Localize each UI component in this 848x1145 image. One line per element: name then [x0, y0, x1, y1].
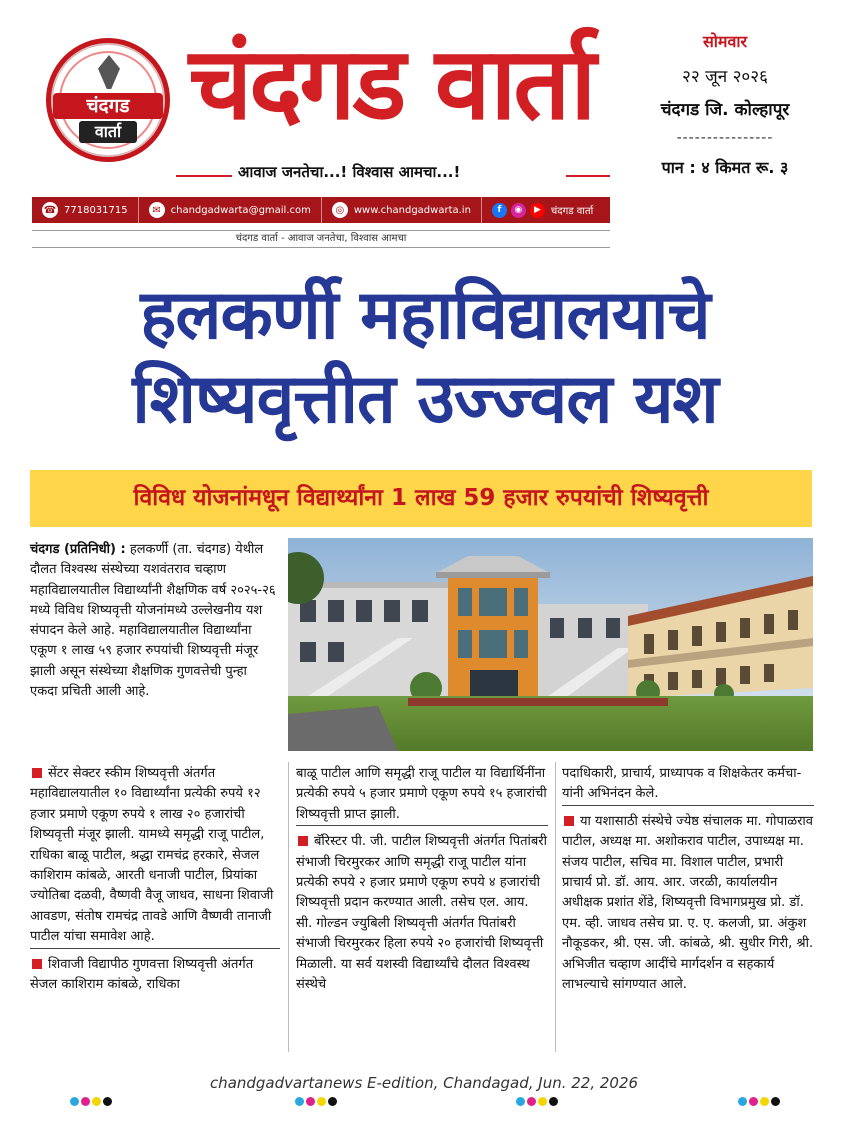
- logo-line2: वार्ता: [79, 121, 137, 143]
- edition-footer: chandgadvartanews E-edition, Chandagad, Jun. 22, 2026: [209, 1074, 639, 1092]
- column-divider: [288, 762, 289, 1052]
- contact-phone[interactable]: [32, 197, 139, 223]
- headline-line2: शिष्यवृत्तीत उज्ज्वल यश: [132, 360, 718, 439]
- paragraph: [562, 764, 814, 806]
- tagline: आवाज जनतेचा...! विश्वास आमचा...!: [238, 163, 461, 181]
- edition-place: चंदगड जि. कोल्हापूर: [660, 100, 790, 120]
- article-intro: [30, 540, 278, 702]
- college-building-illustration: [288, 538, 813, 751]
- paragraph-text: या यशासाठी संस्थेचे ज्येष्ठ संचालक मा. गोपाळराव पाटील, अध्यक्ष मा. अशोकराव पाटील, उपाध्यक्ष मा. संजय पाटील, सचिव मा. विशाल पाटील, प्रभारी प्राचार्य प्रो. डॉ. आय. आर. जरळी, कार्यालयीन अधीक्षक प्रशांत शेंडे, शिष्यवृत्ती विभागप्रमुख प्रो. डॉ. एम. व्ही. जाधव तसेच प्रा. ए. ए. कलजी, प्रा. अंकुश नौकूडकर, श्री. एस. जी. कांबळे, श्री. सुधीर गिरी, श्री. अभिजीत चव्हाण आदींचे मार्गदर्शन व सहकार्य लाभल्याचे सांगण्यात आले.: [562, 813, 814, 993]
- edition-divider: ----------------: [676, 130, 774, 146]
- youtube-icon[interactable]: ▶: [530, 203, 545, 218]
- paragraph: [296, 832, 548, 995]
- article-subhead: विविध योजनांमधून विद्यार्थ्यांना 1 लाख 59 हजार रुपयांची शिष्यवृत्ती: [30, 470, 812, 527]
- paragraph: [30, 955, 280, 996]
- print-registration-dots: [70, 1097, 112, 1106]
- social-handle: चंदगड वार्ता: [550, 206, 594, 217]
- bullet-marker: [298, 836, 308, 846]
- contact-email[interactable]: [139, 197, 322, 223]
- logo-line1: चंदगड: [53, 93, 163, 119]
- page-and-price: पान : ४ किमत रू. ३: [661, 158, 789, 177]
- article-column-3: [562, 764, 814, 995]
- globe-icon: ◎: [332, 202, 348, 218]
- paragraph-text: शिवाजी विद्यापीठ गुणवत्ता शिष्यवृत्ती अंतर्गत सेजल काशिराम कांबळे, राधिका: [30, 956, 254, 993]
- website-url: www.chandgadwarta.in: [353, 204, 471, 216]
- dateline: चंदगड (प्रतिनिधी) :: [30, 542, 126, 557]
- tagline-rule-right: [566, 175, 610, 177]
- paragraph: [30, 764, 280, 949]
- intro-text: हलकर्णी (ता. चंदगड) येथील दौलत विश्वस्थ संस्थेच्या यशवंतराव चव्हाण महाविद्यालयातील विद्यार्थ्यांनी शैक्षणिक वर्ष २०२५-२६ मध्ये विविध शिष्यवृत्ती योजनांमध्ये उल्लेखनीय यश संपादन केले आहे. महाविद्यालयातील विद्यार्थ्यांना एकूण १ लाख ५९ हजार रुपयांची शिष्यवृत्ती मंजूर झाली असून संस्थेच्या शैक्षणिक गुणवत्तेची पुन्हा एकदा प्रचिती आली आहे.: [30, 542, 276, 700]
- paragraph-text: पदाधिकारी, प्राचार्य, प्राध्यापक व शिक्षकेतर कर्मचा-यांनी अभिनंदन केले.: [562, 766, 802, 802]
- article-column-2: [296, 764, 548, 995]
- phone-icon: ☎: [42, 202, 58, 218]
- paragraph-text: बॅरिस्टर पी. जी. पाटील शिष्यवृत्ती अंतर्गत पितांबरी संभाजी चिरमुरकर आणि समृद्धी राजू पाटील यांना प्रत्येकी रुपये २ हजार प्रमाणे एकूण रुपये ४ हजारांची शिष्यवृत्ती प्रदान करण्यात आली. तसेच एल. आय. सी. गोल्डन ज्युबिली शिष्यवृत्ती अंतर्गत पितांबरी संभाजी चिरमुरकर हिला रुपये २० हजारांची शिष्यवृत्ती मिळाली. या सर्व यशस्वी विद्यार्थ्यांचे दौलत विश्वस्थ संस्थेचे: [296, 834, 547, 993]
- edition-day: सोमवार: [702, 32, 748, 51]
- print-registration-dots: [295, 1097, 337, 1106]
- edition-date: २२ जून २०२६: [682, 67, 768, 87]
- headline-line1: हलकर्णी महाविद्यालयाचे: [140, 276, 710, 355]
- paragraph: [296, 764, 548, 826]
- contact-social[interactable]: [482, 197, 603, 223]
- print-registration-dots: [516, 1097, 558, 1106]
- instagram-icon[interactable]: ◉: [511, 203, 526, 218]
- contact-bar: [32, 197, 610, 223]
- college-building-photo: [288, 538, 813, 751]
- facebook-icon[interactable]: f: [492, 203, 507, 218]
- print-registration-dots: [738, 1097, 780, 1106]
- bullet-marker: [564, 816, 574, 826]
- phone-number: 7718031715: [64, 204, 128, 216]
- column-divider: [555, 762, 556, 1052]
- masthead-ribbon: चंदगड वार्ता - आवाज जनतेचा, विश्वास आमचा: [32, 230, 610, 248]
- paragraph-text: सेंटर सेक्टर स्कीम शिष्यवृत्ती अंतर्गत महाविद्यालयातील १० विद्यार्थ्यांना प्रत्येकी रुपये १२ हजार प्रमाणे एकूण रुपये १ लाख २० हजारांची शिष्यवृत्ती मंजूर झाली. यामध्ये समृद्धी राजू पाटील, राधिका बाळू पाटील, श्रद्धा रामचंद्र हरकारे, सेजल काशिराम कांबळे, आरती धनाजी पाटील, प्रियांका ज्योतिबा दळवी, वैष्णवी वैजू जाधव, साधना शिवाजी आवडण, संतोष रामचंद्र तावडे आणि वैष्णवी तानाजी पाटील यांचा समावेश आहे.: [30, 766, 274, 945]
- email-icon: ✉: [149, 202, 165, 218]
- article-column-1: [30, 764, 280, 995]
- email-address: chandgadwarta@gmail.com: [170, 204, 311, 216]
- article-headline: [30, 274, 820, 442]
- tagline-rule-left: [176, 175, 232, 177]
- bullet-marker: [32, 768, 42, 778]
- paragraph: [562, 812, 814, 996]
- masthead-logo: [46, 38, 170, 162]
- newspaper-title: चंदगड वार्ता: [188, 25, 594, 142]
- bullet-marker: [32, 959, 42, 969]
- contact-website[interactable]: [322, 197, 482, 223]
- paragraph-text: बाळू पाटील आणि समृद्धी राजू पाटील या विद्यार्थिनींना प्रत्येकी रुपये ५ हजार प्रमाणे एकूण रुपये १५ हजारांची शिष्यवृत्ती प्राप्त झाली.: [296, 766, 547, 822]
- edition-info: [630, 30, 820, 178]
